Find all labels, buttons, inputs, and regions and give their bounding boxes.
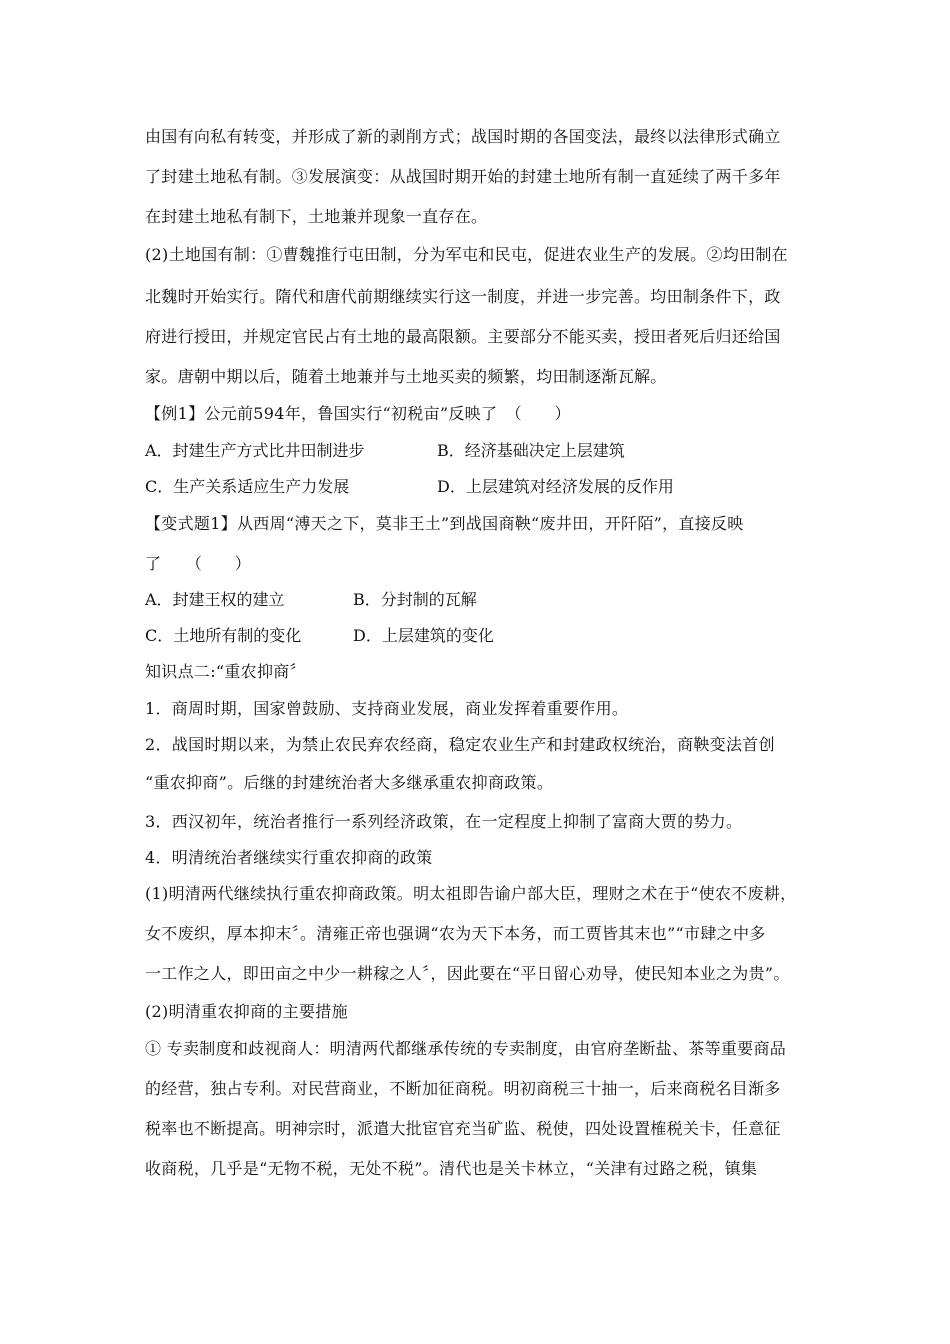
paragraph-line: 的经营，独占专利。对民营商业，不断加征商税。明初商税三十抽一，后来商税名目渐多 xyxy=(145,1079,781,1098)
paragraph-line: 收商税，几乎是“无物不税，无处不税”。清代也是关卡林立，“关津有过路之税，镇集 xyxy=(145,1159,758,1178)
paragraph-line: 了封建土地私有制。③发展演变：从战国时期开始的封建土地所有制一直延续了两千多年 xyxy=(145,167,781,186)
list-item: 1．商周时期，国家曾鼓励、支持商业发展，商业发挥着重要作用。 xyxy=(145,699,629,718)
paragraph-line: 一工作之人，即田亩之中少一耕稼之人〞，因此要在“平日留心劝导，使民知本业之为贵”。 xyxy=(145,964,790,983)
option-c: C．生产关系适应生产力发展 xyxy=(145,477,350,496)
paragraph-line: 在封建土地私有制下，土地兼并现象一直存在。 xyxy=(145,207,488,226)
paragraph-line: ① 专卖制度和歧视商人：明清两代都继承传统的专卖制度，由官府垄断盐、茶等重要商品 xyxy=(145,1039,787,1058)
option-a: A．封建王权的建立 xyxy=(145,590,285,609)
paragraph-line: 女不废织，厚本抑末〞。清雍正帝也强调“农为天下本务，而工贾皆其末也”“市肆之中多 xyxy=(145,924,766,943)
paragraph-line: (2)土地国有制：①曹魏推行屯田制，分为军屯和民屯，促进农业生产的发展。②均田制在 xyxy=(145,245,788,264)
paragraph-line: 府进行授田，并规定官民占有土地的最高限额。主要部分不能买卖，授田者死后归还给国 xyxy=(145,327,781,346)
paragraph-line: (1)明清两代继续执行重农抑商政策。明太祖即告谕户部大臣，理财之术在于“使农不废耕， xyxy=(145,884,797,903)
list-item: 2．战国时期以来，为禁止农民弃农经商，稳定农业生产和封建政权统治，商鞅变法首创 xyxy=(145,735,775,754)
option-b: B．经济基础决定上层建筑 xyxy=(437,441,625,460)
list-item: “重农抑商”。后继的封建统治者大多继承重农抑商政策。 xyxy=(145,773,554,792)
subsection-heading: (2)明清重农抑商的主要措施 xyxy=(145,1002,348,1021)
variant-question: 【变式题1】从西周“溥天之下，莫非王土”到战国商鞅“废井田，开阡陌”，直接反映 xyxy=(145,514,744,533)
variant-question: 了 （ ） xyxy=(145,554,252,573)
option-d: D．上层建筑的变化 xyxy=(353,626,494,645)
option-a: A．封建生产方式比井田制进步 xyxy=(145,441,365,460)
list-item: 3．西汉初年，统治者推行一系列经济政策，在一定程度上抑制了富商大贾的势力。 xyxy=(145,812,743,831)
option-d: D．上层建筑对经济发展的反作用 xyxy=(437,477,674,496)
paragraph-line: 税率也不断提高。明神宗时，派遣大批宦官充当矿监、税使，四处设置榷税关卡，任意征 xyxy=(145,1119,781,1138)
paragraph-line: 家。唐朝中期以后，随着土地兼并与土地买卖的频繁，均田制逐渐瓦解。 xyxy=(145,367,667,386)
list-item: 4．明清统治者继续实行重农抑商的政策 xyxy=(145,848,433,867)
example-question: 【例1】公元前594年，鲁国实行“初税亩”反映了 （ ） xyxy=(145,404,571,423)
option-c: C．土地所有制的变化 xyxy=(145,626,302,645)
section-heading: 知识点二:“重农抑商〞 xyxy=(145,662,306,681)
paragraph-line: 由国有向私有转变，并形成了新的剥削方式；战国时期的各国变法，最终以法律形式确立 xyxy=(145,127,781,146)
paragraph-line: 北魏时开始实行。隋代和唐代前期继续实行这一制度，并进一步完善。均田制条件下，政 xyxy=(145,287,781,306)
option-b: B．分封制的瓦解 xyxy=(353,590,477,609)
